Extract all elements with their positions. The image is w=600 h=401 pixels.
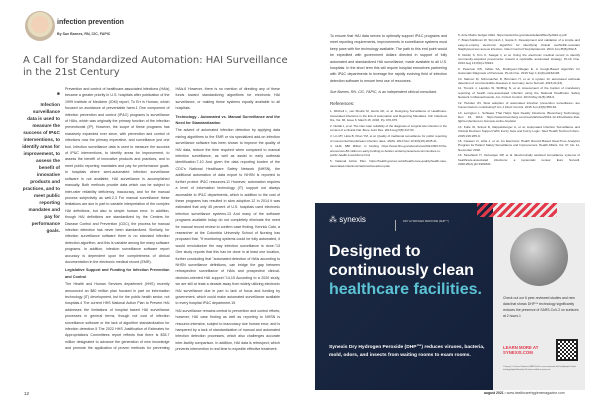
author-photo [25, 11, 55, 41]
footer-info: august 2021 • www.healthcarehygienemagazine.com [484, 391, 565, 395]
reference: 5. National Action Plan. https://health.gov/our-work/health-care-quality/health-care-associated-infections/national-hai-action-plan [330, 159, 447, 168]
website-url[interactable]: www.healthcarehygienemagazine.com [506, 391, 565, 395]
qr-code-icon[interactable] [556, 339, 578, 361]
reference: 11. Tronick J, Lapidus W, Shiffling N, et al. Assessment of the burden of mandatory reporting of health care-associated infection using the National Healthcare Safety Network in Massachusetts. Am J Infect Control. 2013 May;41(5):466-9. [458, 86, 580, 100]
reference: 2. Nuttall J, et al. The inter-rater reliability of the diagnosis of surgical site infection in the context of a clinical trial. Bone Joint Res. 2016 Aug;5(8):347-52. [330, 123, 447, 133]
reference: 6. Ante Matrix budget 2022. https://www.hhs.gov/sites/default/files/fy2022-cj.pdf [458, 33, 567, 37]
section-title: infection prevention [57, 19, 124, 26]
ad-body: Synexis Dry Hydrogen Peroxide (DHP™) reduces viruses, bacteria, mold, odors, and insects from waiting rooms to exam rooms. [329, 345, 485, 358]
synexis-advertisement[interactable] [315, 203, 585, 390]
reference: 16. Streefkerk H, Verkooijen RP, et al. Electronically assisted surveillance systems of healthcare-associated infections: a systematic review. Euro Surveill. 2020;25(2):pii=1900321. [458, 153, 580, 166]
reference: 9. Peterson RS, Indian SA, Rodriguez-Villegas E. A Cough-Based Algorithm for Automatic Diagnosis of Pertussis. PLoS One. 2016 Sep 1;11(9):e0162128. [458, 66, 580, 76]
reference: 3. Lin MY, Hota B, Khan YM, et al. Quality of traditional surveillance for public reporting of nosocomial bloodstream infection rates. JAMA. 2010 Nov 10;304(18):2035-41. [330, 134, 447, 143]
reference: 14. Kolle W, Scinoli D, Rappelsberger A, et al. Automated Infection Surveillance and Clinical Decision Support With Fuzzy Sets and Fuzzy Logic. Stud Health Technol Inform. 2015;216:265-9. [458, 124, 580, 138]
pull-quote: ■ Infection surveillance data is used to measure the success of IP&C interventions, to identify areas for improvement, to assess the benefit of innovative products and practices, and to meet public reporting mandates and pay for performance goals. [22, 91, 60, 233]
ad-main-panel [315, 203, 493, 390]
learn-more-link[interactable]: LEARN MORE AT SYNEXIS.COM [503, 345, 539, 355]
reference: 7. Branch-Elliman W, Strymish J, Gupta K. Development and validation of a simple and easy-to-employ electronic algorithm for identifying clinical methicillin-resistant Staphylococcus aureus infection. Infect Control Hosp Epidemiol. 2014 Jun;35(6):692-8. [458, 38, 580, 52]
ad-tagline: DRY HYDROGEN PEROXIDE (DHP™) [395, 220, 449, 231]
dhp-device-image [510, 228, 568, 286]
paragraph: The advent of automated infection detection by applying data mining algorithms to the EMR or via specialized add-on infection surveillance software has been shown to improve the quality of HAI data, reduce the time required when compared to manual infection surveillance, as well as assist in early outbreak identification.7-10 And given the data reporting burden of the CDC's National Healthcare Safety Network (NHSN), the additional automation of data export to NHSN is reported to further protect IP&C resources.11 However, automation requires a level of information technology (IT) support not always accessible to IP&C departments, which in addition to the cost of these programs has resulted in slow adoption.12 In 2014 it was estimated that only 45 percent of U.S. hospitals used electronic infection surveillance systems.13 And many of the software programs available today do not completely eliminate the need for manual record review to confirm case finding. Kenrick Cato, a researcher at the Columbia University School of Nursing has proposed that, "If monitoring systems could be fully automated, it would revolutionize the way infection surveillance is done."13 One study reports that this has be done in at least one location, further concluding that "automated detection of HAIs according to NHSN surveillance definitions, can bridge the gap between retrospective surveillance of HAIs and prospective clinical-decision-oriented HAI support."14,15 According to a 2020 study, we are still at least a decade away from widely utilizing electronic HAI surveillance due in part to lack of focus and funding by government, which could make automated surveillance available to every hospital IP&C department.15 [175, 128, 280, 306]
subheading: Legislative Support and Funding for Infection Prevention and Control [65, 268, 170, 279]
reference: 4. HHS. $80 Million in funding https://www.hhs.gov/about/news/2021/06/17/hhs-announces-80-million-in-early-funding-to-bolster-underrepresented-communities-in-public-health-it-workforce.html [330, 144, 447, 158]
issue-date: august 2021 [484, 391, 504, 395]
byline: By Sue Barnes, RN, CIC, FAPIC [57, 32, 111, 36]
subheading: Technology - Automated vs. Manual Surveillance and the Need for Standardization [175, 114, 280, 126]
references-column [458, 33, 580, 167]
paragraph: The Health and Human Services department (HHS) recently announced an $80 million plan focused in part on information technology (IT) development, but for the public health sector, not hospitals.4 The current HHS National Action Plan to Prevent HAI addresses the limitations of hospital based HAI surveillance processes in general terms, though not cost of infection surveillance software or the lack of algorithm standardization for infection detection.5 The 2022 HHS Justification of Estimates for Appropriations Committees report reflects that there is $35.7 million designated to advance the generation of new knowledge and promote the application of proven methods for preventing HAIs.6 However, there is no mention of directing any of these funds toward standardizing algorithms for electronic HAI surveillance, or making these systems equally available to all hospitals. [65, 87, 280, 351]
pull-quote-text: Infection surveillance data is used to measure the success of IP&C interventions, to identify areas for improvement, to assess the benefit of innovative products and practices, and to meet public reporting mandates and pay for performance goals. [22, 102, 60, 233]
article-column-3 [330, 33, 447, 169]
paragraph: HAI surveillance remains central to prevention and control efforts; however, HAI case finding as well as reporting to NHSN is resource-intensive, subject to inaccuracy due human error, and is hampered by a lack of standardization of manual and automated infection detection processes, which also challenges accurate inter-facility comparison. In addition, HAI data is retrospect, which prevents intervention in real time to expedite effective treatment. [175, 308, 280, 352]
article-body-columns [65, 86, 280, 353]
page-number: 12 [24, 391, 30, 396]
reference: 8. Dublin S, Kim K, Seagal J, et al. Using the electronic medical record to identify community-acquired pneumonia: toward a replicable automated strategy. PLoS One. 2013 Aug 13;8(8):e70944. [458, 52, 580, 66]
reference: 1. Mitchell L, van Mourik M, Harris AD, et al. Designing Surveillance of Healthcare-Associated Infections in the Era of Automation and Reporting Mandates. Clin Infectious Dis, Vol. 66, Issue 6, March 15, 2018, Pp. 970-976. [330, 109, 447, 123]
references-heading: References: [330, 100, 355, 106]
ad-fine-print: 1. Huang, F.-J. & others. Reduction of SARS-CoV-2 in a room environment with Dry Hydrogen Peroxide technology. Applied Biosafety. Full citation available at synexis.com. [503, 367, 576, 371]
decorative-stripes [477, 203, 557, 217]
reference: 12. Hebden JN. Slow adoption of automated infection prevention surveillance: are human factors contributing? Am J Infect Control. 2015 Jun;43(6):559-62. [458, 100, 580, 110]
ad-side-panel [493, 203, 585, 390]
paragraph: Prevention and control of healthcare-associated infections (HAIs) became a greater priority in U.S. hospitals after publication of the 1999 Institute of Medicine (IOM) report, To Err is Human, which focused on avoidance of preventable harm.1 One component of infection prevention and control (IP&C) programs is surveillance of HAIs, which was originally the primary function of the infection preventionist (IP). However, the scope of these programs has massively expanded ever since, with prevention and control of infections now the primary imperative, and surveillance just one tool. Infection surveillance data is used to measure the success of IP&C interventions, to identify areas for improvement, to assess the benefit of innovative products and practices, and to meet public reporting mandates and pay for performance goals. In hospitals where semi-automated infection surveillance software is not available, HAI surveillance is accomplished manually. Both methods provide data which can be subject to inter-rater reliability deficiency, inaccuracy, and for the manual process subjectivity as well.2,3 For manual surveillance these limitations are due in part to variable interpretation of the complex HAI definitions, but also to simple human error. In addition, though HAI definitions are standardized by the Centers for Disease Control and Prevention (CDC), the process for manual infection detection has never been standardized. Similarly, for infection surveillance software there is no standard infection detection algorithm, and this is variable among the many software programs. In addition, infection surveillance software report accuracy is dependent upon the completeness of clinical documentation in the electronic medical record (EMR). [65, 87, 170, 264]
paragraph: To ensure that HAI data serves to optimally support IP&C programs and meet reporting requirements, improvements in surveillance systems must keep pace with the technology available. The path to this end point would be expedited with government dollars directed in support of fully automated and standardized HAI surveillance, made available to all U.S. hospitals. In the short term this will require hospital executives partnering with IP&C departments to leverage the rapidly evolving field of infection detection software to ensure best use of resources. [330, 34, 447, 83]
synexis-logo: ⁂ synexis [329, 215, 366, 224]
article-title: A Call for Standardized Automation: HAI Surveillance in the 21st Century [23, 55, 288, 78]
ad-side-text: Check out our 6 peer-reviewed studies and new data that shows DHP™ technology significantly reduces the presence of SARS-CoV-2 on surfaces at 2 hours.1 [503, 296, 579, 318]
reference: 15. Cleasen D, Little J, et al. An Electronic Health Record-Based Real-Time Analytics Program for Patient Safety Surveillance and Improvement. Health Affairs, Vol. 37, No. 11, November 2018. [458, 138, 580, 152]
reference: 13. Lerington L. Software That Helps Spot Deadly Infections. Bloomberg Technology, Dec. 16, 2014. https://www.bloomberg.com/news/articles/2014-12-16/software-that-fights-infections-in-humans-at-the-hospital [458, 110, 580, 124]
author-bio: Sue Barnes, RN, CIC, FAPIC, is an independent clinical consultant. [330, 90, 437, 95]
ad-headline: Designed to continuously clean healthcare facilities. [329, 243, 482, 298]
reference: 10. Salmon M, Schumacher D, Burmann H, et al. A system for automated outbreak detection of communicable diseases in Germany. Euro Surveill. 2016;21(13). [458, 76, 580, 86]
